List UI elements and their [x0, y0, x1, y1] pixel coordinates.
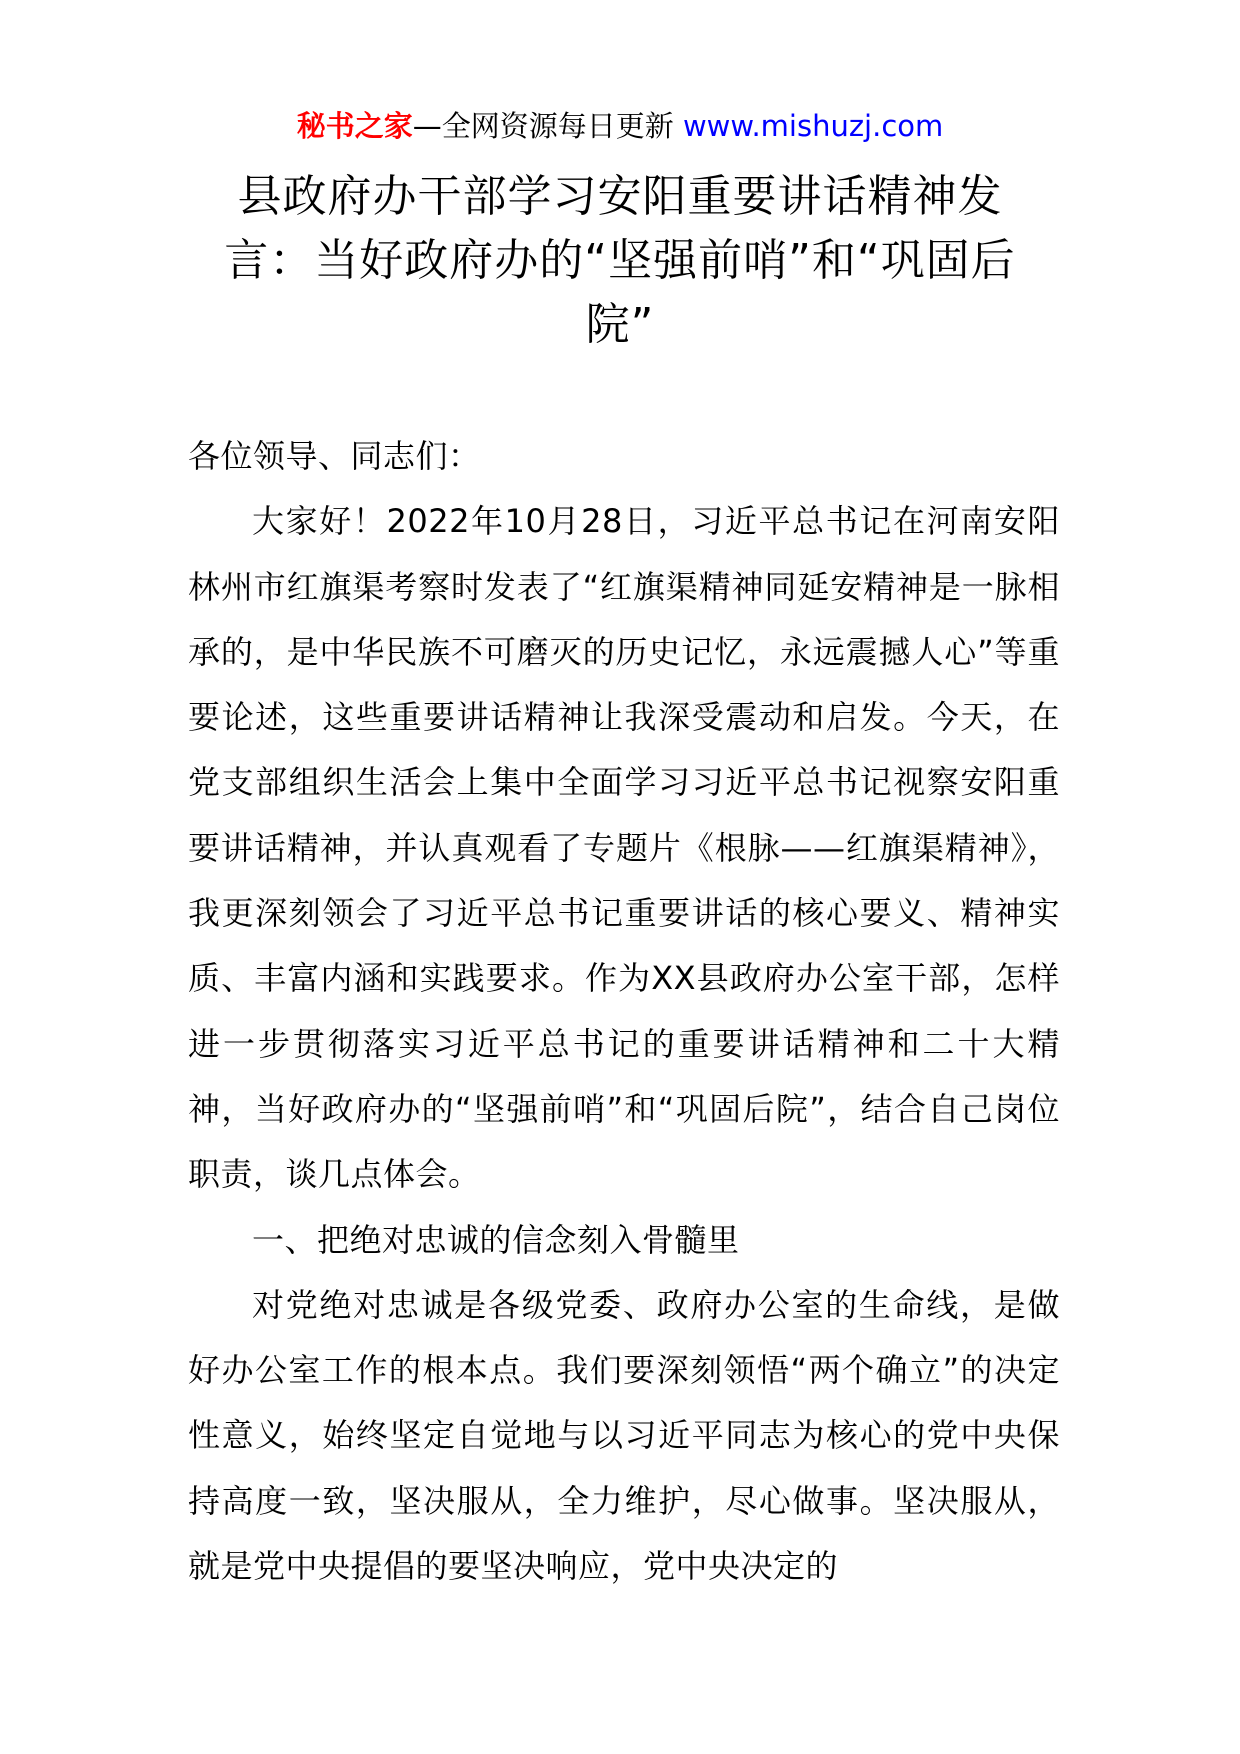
section-paragraph: 对党绝对忠诚是各级党委、政府办公室的生命线，是做好办公室工作的根本点。我们要深刻领悟“两个确立”的决定性意义，始终坚定自觉地与以习近平同志为核心的党中央保持高度一致，坚决服从，全力维护，尽心做事。坚决服从，就是党中央提倡的要坚决响应，党中央决定的	[188, 1285, 1060, 1586]
brand-name: 秘书之家	[296, 109, 413, 143]
salutation: 各位领导、同志们：	[188, 437, 481, 475]
opening-paragraph: 大家好！2022年10月28日，习近平总书记在河南安阳林州市红旗渠考察时发表了“红旗渠精神同延安精神是一脉相承的，是中华民族不可磨灭的历史记忆，永远震撼人心”等重要论述，这些重要讲话精神让我深受震动和启发。今天，在党支部组织生活会上集中全面学习习近平总书记视察安阳重要讲话精神，并认真观看了专题片《根脉——红旗渠精神》，我更深刻领会了习近平总书记重要讲话的核心要义、精神实质、丰富内涵和实践要求。作为XX县政府办公室干部，怎样进一步贯彻落实习近平总书记的重要讲话精神和二十大精神，当好政府办的“坚强前哨”和“巩固后院”，结合自己岗位职责，谈几点体会。	[188, 502, 1060, 1194]
document-body	[188, 424, 1060, 1599]
document-title: 县政府办干部学习安阳重要讲话精神发言：当好政府办的“坚强前哨”和“巩固后院”	[224, 171, 1016, 350]
header-tagline: —全网资源每日更新	[412, 109, 683, 143]
site-header	[0, 104, 1240, 148]
site-url-link[interactable]: www.mishuzj.com	[682, 109, 944, 143]
section-heading: 一、把绝对忠诚的信念刻入骨髓里	[252, 1220, 740, 1259]
